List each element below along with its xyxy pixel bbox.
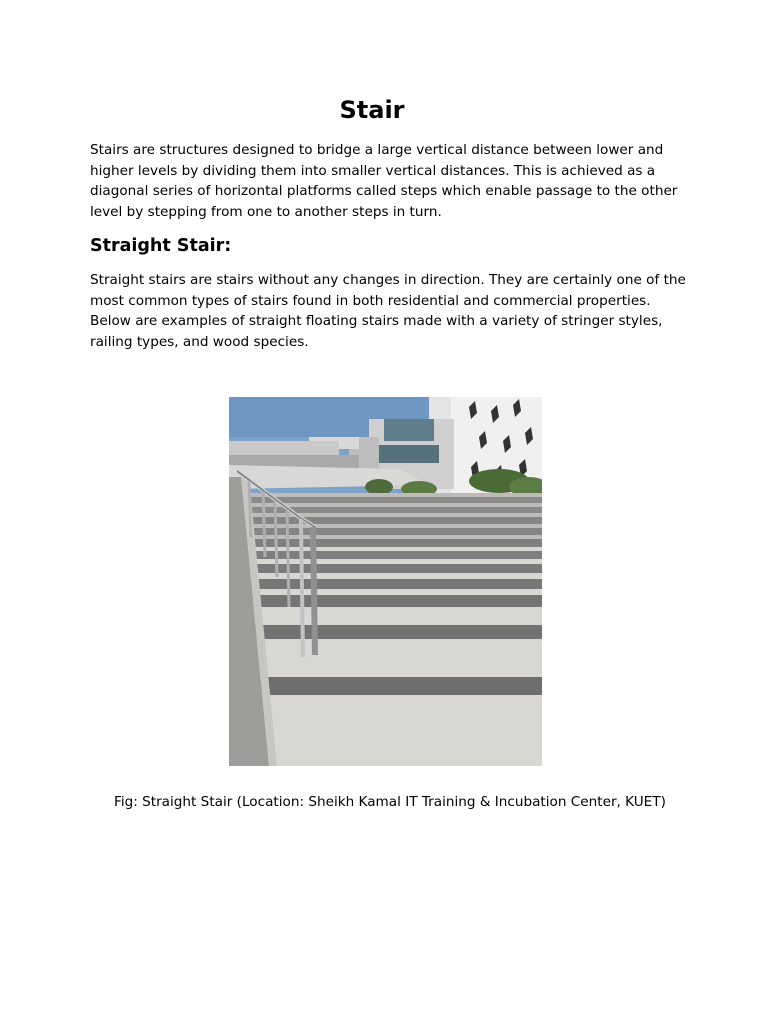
section-heading: Straight Stair: [90,236,232,256]
stair-photo [229,397,542,766]
intro-paragraph: Stairs are structures designed to bridge a large vertical distance between lower and higher levels by dividing them into smaller vertical distances. This is achieved as a diagonal series of horizontal platforms called steps which enable passage to the other level by stepping from one to another steps in turn. [90,142,678,221]
section-paragraph: Straight stairs are stairs without any changes in direction. They are certainly one of the most common types of stairs found in both residential and commercial properties. Below are examples of straight floating stairs made with a variety of stringer styles, railing types, and wood species. [90,272,686,351]
figure-caption: Fig: Straight Stair (Location: Sheikh Kamal IT Training & Incubation Center, KUET) [114,794,666,810]
page-title: Stair [339,96,405,124]
